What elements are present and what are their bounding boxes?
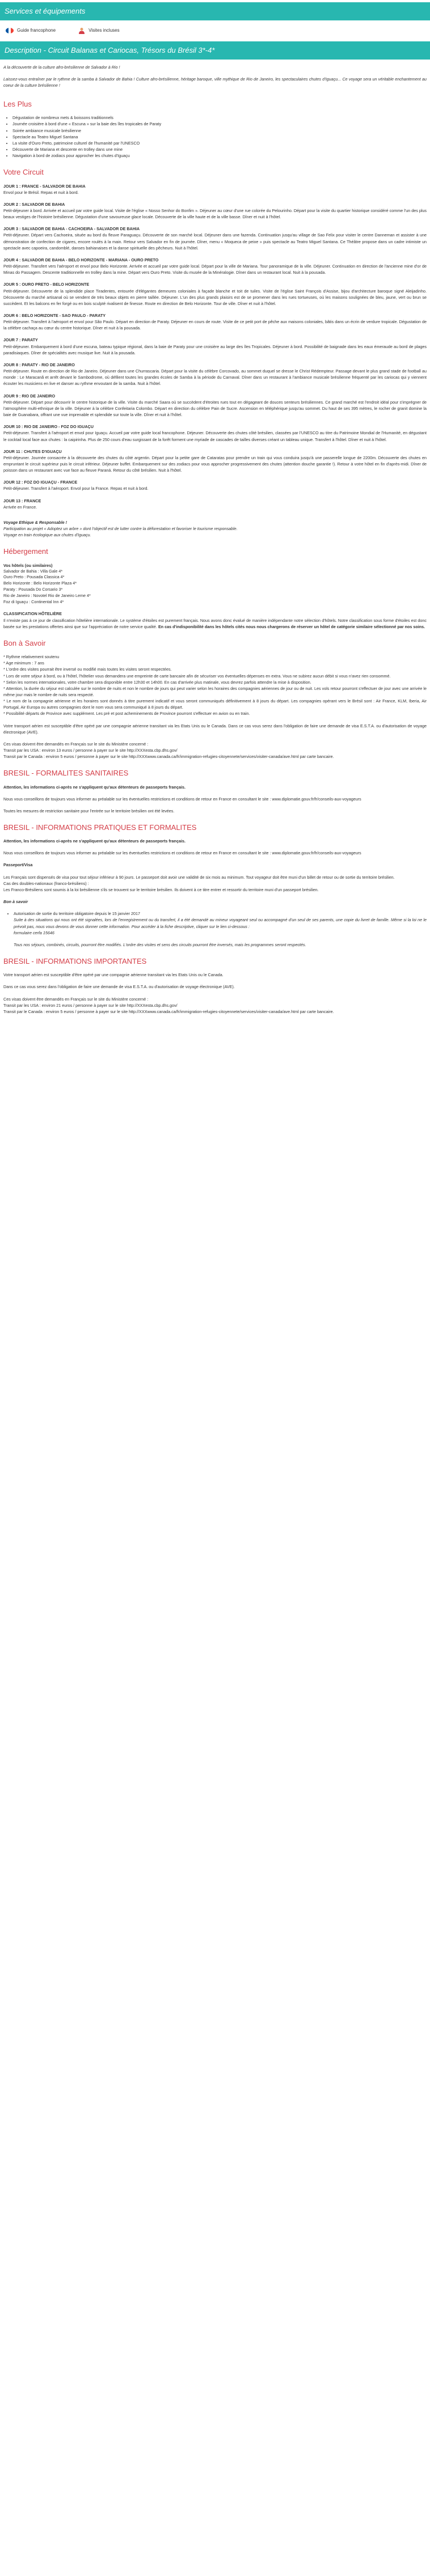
day-block [3,226,427,251]
formalites-attention: Attention, les informations ci-après ne s'appliquent qu'aux détenteurs de passeports français. [3,784,186,790]
list-item: * Le nom de la compagnie aérienne et les horaires sont donnés à titre purement indicatif et vous seront communiqués définitivement à 8 jours du départ. Les compagnies opérant vers le Brésil sont : Air France, KLM, Iberia, Air Portugal, Air Europa ou autres compagnies dont le nom vous sera communiqué à 8 jours du départ. [3,698,427,710]
person-icon [78,27,85,34]
classification-title: CLASSIFICATION HÔTELIÈRE [3,611,62,617]
importantes-p3: Ces visas doivent être demandés en Français sur le site du Ministère concerné : [3,996,149,1002]
classification-text [3,617,427,630]
formalites-p1: Nous vous conseillons de toujours vous informer au préalable sur les éventuelles restrictions et conditions de retour en France en consultant le site : www.diplomatie.gouv.fr/fr/conseils-aux-voyageurs [3,796,361,802]
main-content [0,62,430,1020]
pratiques-p1: Nous vous conseillons de toujours vous informer au préalable sur les éventuelles restrictions et conditions de retour en France en consultant le site : www.diplomatie.gouv.fr/fr/conseils-aux-voyageurs [3,850,361,856]
classification-bold: En cas d'indisponibilité dans les hôtels cités nous nous chargerons de réserver un hôtel de catégorie similaire sélectionné par nos soins. [158,624,425,629]
list-item: * Lors de votre séjour à bord, ou à l'hôtel, l'hôtelier vous demandera une empreinte de carte bancaire afin de sécuriser vos éventuelles dépenses en extra. Vous ne subirez aucun débit si vous n'avez rien consommé. [3,673,391,679]
day-block [3,498,427,510]
day-title: JOUR 11 : CHUTES D'IGUAÇU [3,448,62,454]
ext-detail: Suite à des situations qui nous ont été signalées, lors de l'enregistrement ou du transfert, il a été demandé au mineur voyageant seul ou accompagné d'un seul de ses parents, une copie du livret de famille. Même si la loi ne le prévoit pas, nous vous devons de vous donner cette information. Pour accéder à la fiche descriptive, cliquer sur le lien ci-dessous : [14,917,427,929]
day-text: Petit-déjeuner. Journée consacrée à la découverte des chutes du côté argentin. Départ pour la petite gare de Cataratas pour prendre un train qui vous conduira jusqu'à une passerelle longue de 2200m. Découverte des chutes en empruntant le circuit supérieur puis le circuit inférieur. Déjeuner buffet. Embarquement sur des zodiacs pour vous approcher progressivement des chutes (attention douche garantie !). Retour à votre hôtel en fin d'après-midi. Dîner de poisson dans un restaurant avec vue face au fleuve Paraná. Retour du côté brésilien. Nuit à l'hôtel. [3,455,427,473]
day-title: JOUR 13 : FRANCE [3,498,41,503]
services-row [0,23,430,39]
day-title: JOUR 12 : FOZ DO IGUAÇU - FRANCE [3,480,78,485]
ethical-text: Participation au projet « Adoptez un arbre » dont l'objectif est de lutter contre la déforestation et favoriser le tourisme responsable. [3,526,238,532]
list-item: Salvador de Bahia : Villa Gale 4* [3,568,63,574]
day-title: JOUR 5 : OURO PRETO - BELO HORIZONTE [3,282,90,287]
eta-info: Votre transport aérien est susceptible d'être opéré par une compagnie aérienne transitant via les Etats Unis ou le Canada. Dans ce cas vous serez dans l'obligation de faire une demande de visa E.S.T.A. ou d'autorisation de voyage électronique (AVE). [3,723,427,735]
service-visits [78,27,120,34]
ext-detail-2: Tous nos séjours, combinés, circuits, pourront être modifiés. L'ordre des visites et sens des circuits pourront être inversés, mais les programmes seront respectés. [14,942,306,947]
day-text: Envol pour le Brésil. Repas et nuit à bord. [3,189,79,195]
cerfa-link[interactable]: formulaire cerfa 15646 [14,930,54,935]
list-item: • Journée croisière à bord d'une « Escuna » sur la baie des îles tropicales de Paraty [12,121,427,127]
eta-text: Ces visas doivent être demandés en Français sur le site du Ministère concerné : [3,741,149,747]
list-item: Ouro Preto : Pousada Classica 4* [3,574,65,580]
bi-nationaux-title: Cas des doubles-nationaux (franco-brésiliens) : [3,880,89,886]
day-text: Petit-déjeuner. Route en direction de Rio de Janeiro. Déjeuner dans une Churrascaria. Départ pour la visite du célèbre Corcovado, au sommet duquel se dresse le Christ Rédempteur. Passage devant le plus grand stade de football au monde : Le Maracanã et arrêt devant le Sambodrome, où défilent toutes les grandes écoles de Samba à la période du Carnaval. Dîner dans un restaurant à l'ambiance musicale brésilienne fréquenté par les cariocas qui y viennent écouter les musiciens en live et danser au rythme envoutant de la samba. Nuit à l'hôtel. [3,368,427,387]
day-block [3,479,427,492]
service-visits-label: Visites incluses [88,28,120,33]
day-title: JOUR 6 : BELO HORIZONTE - SAO PAULO - PARATY [3,313,106,319]
list-item: * L'ordre des visites pourrait être inversé ou modifié mais toutes les visites seront respectées. [3,667,172,672]
description-intro: Laissez-vous entraîner par le rythme de la samba à Salvador de Bahia ! Culture afro-brésilienne, héritage baroque, ville mythique de Rio de Janeiro, les spectaculaires chutes d'Iguaçu... Ce voyage sera un véritable enchantement au coeur de la culture brésilienne ! [3,76,427,88]
description-banner: Description - Circuit Balanas et Cariocas, Trésors du Brésil 3*-4* [0,41,430,60]
importantes-p1: Votre transport aérien est susceptible d'être opéré par une compagnie aérienne transitant via les Etats Unis ou le Canada. [3,972,224,978]
day-block [3,448,427,474]
ext-list [14,910,427,917]
list-item: * Attention, la durée du séjour est calculée sur le nombre de nuits et non le nombre de jours qui peut varier selon les horaires des compagnies aériennes de jour ou de nuit. Les vols retour pourront s'effectuer de jour avec une arrivée le même jour mais le nombre de nuits sera respecté. [3,685,427,698]
plus-list [12,115,427,159]
list-item: * Age minimum : 7 ans [3,660,44,666]
day-text: Arrivée en France. [3,504,37,510]
day-block [3,183,427,196]
pratiques-heading: BRESIL - INFORMATIONS PRATIQUES ET FORMALITES [3,823,197,832]
list-item: • Soirée ambiance musicale brésilienne [12,128,427,134]
day-title: JOUR 3 : SALVADOR DE BAHIA - CACHOEIRA - SALVADOR DE BAHIA [3,226,140,232]
eta-canada: Transit par le Canada : environ 5 euros / personne à payer sur le site http://XXXwww.canada.ca/fr/immigration-refugies-citoyennete/services/visiter-canada/ave.html par carte bancaire. [3,754,334,760]
service-guide [6,27,56,34]
list-item: • Dégustation de nombreux mets & boissons traditionnels [12,115,427,121]
bon-savoir-heading: Bon à Savoir [3,638,46,647]
importantes-p5: Transit par le Canada : environ 5 euros / personne à payer sur le site http://XXXwww.canada.ca/fr/immigration-refugies-citoyennete/services/visiter-canada/ave.html par carte bancaire. [3,1009,334,1014]
day-block [3,201,427,220]
formalites-p2: Toutes les mesures de restriction sanitaire pour l'entrée sur le territoire brésilien ont été levées. [3,808,175,814]
description-tagline: A la découverte de la culture afro-brésilienne de Salvador à Rio ! [3,64,120,70]
day-text: Petit-déjeuner à bord. Arrivée et accueil par votre guide local. Visite de l'église « Nosso Senhor do Bonfim ». Déjeuner au cœur d'une rue colorée du Pelourinho. Départ pour la visite du quartier historique considéré comme l'un des plus beaux vestiges de l'histoire brésilienne. Dégustation d'une savoureuse glace locale. Découverte de la ville haute et de la ville basse. Dîner et nuit à l'hôtel. [3,207,427,220]
day-title: JOUR 2 : SALVADOR DE BAHIA [3,201,65,207]
pratiques-bon-savoir: Bon à savoir [3,899,28,905]
importantes-p2: Dans ce cas vous serez dans l'obligation de faire une demande de visa E.S.T.A. ou d'autorisation de voyage électronique (AVE). [3,984,235,990]
services-banner: Services et équipements [0,2,430,20]
list-item: • Navigation à bord de zodiacs pour approcher les chutes d'Iguaçu [12,152,427,159]
passport-title: Passeport/Visa [3,862,33,868]
list-item: • Découverte de Mariana et descente en trolley dans une mine [12,146,427,152]
day-block [3,362,427,387]
formalites-heading: BRESIL - FORMALITES SANITAIRES [3,769,129,778]
list-item: * Selon les normes internationales, votre chambre sera disponible entre 12h30 et 14h00. En cas d'arrivée plus matinale, vous devrez parfois attendre la mise à disposition. [3,679,311,685]
service-guide-label: Guide francophone [17,28,56,33]
list-item: • Autorisation de sortie du territoire obligatoire depuis le 15 janvier 2017 [14,910,427,917]
ethical-title: Voyage Ethique & Responsable ! [3,519,67,525]
day-text: Petit-déjeuner. Départ pour découvrir le centre historique de la ville. Visite du marché Saara où se succèdent d'étroites rues tout en dégageant de douces senteurs brésiliennes. Ce grand marché est l'endroit idéal pour s'imprégner de l'atmosphère multi-ethnique de la ville. Déjeuner à la célèbre Confeitaria Colombo. Départ en direction du célèbre Pain de Sucre. Ascension en téléphérique jusqu'au sommet. Du haut de ses 395 mètres, le rocher de granit domine la baie de Guanabara, offrant une vue imprenable et splendide sur toute la ville. Dîner et nuit à l'hôtel. [3,399,427,418]
french-flag-icon [6,28,14,33]
importantes-heading: BRESIL - INFORMATIONS IMPORTANTES [3,957,147,966]
list-item: Foz di Iguaçu : Continental Inn 4* [3,599,64,604]
list-item: • Spectacle au Teatro Miguel Santana [12,134,427,140]
list-item: Rio de Janeiro : Novotel Rio de Janeiro Leme 4* [3,592,91,598]
hotel-list [3,569,427,605]
bi-nationaux-text: Les Franco-Brésiliens sont soumis à la loi brésilienne s'ils se trouvent sur le territoire brésilien. Ils doivent à ce titre entrer et ressortir du territoire muni d'un passeport brésilien. [3,887,319,892]
hebergement-heading: Hébergement [3,547,48,556]
list-item: Paraty : Pousada Do Corsario 3* [3,587,63,592]
list-item: Belo Horizonte : Belo Horizonte Plaza 4* [3,581,77,586]
day-block [3,312,427,331]
hotels-subtitle: Vos hôtels (ou similaires) [3,562,53,568]
day-block [3,281,427,307]
circuit-days [3,183,427,510]
day-block [3,337,427,355]
day-text: Petit-déjeuner. Découverte de la splendide place Tiradentes, entourée d'élégantes demeures coloniales à façade blanche et toit de tuiles. Visite de l'église Saint François d'Assise, bijou d'architecture baroque signé Aleijadinho. Découverte du marché artisanal où se vendent de très beaux objets en pierre taillée. Déjeuner. L'un des plus grands plaisirs est de se promener dans les rues tortueuses, où les maisons soulignées de bleu, jaune, vert ou brun se succèdent. Et les balcons en fer forgé ou en bois sculpté rivalisent de finesse. Route en direction de Belo Horizonte. Tour de ville. Dîner et nuit à l'hôtel. [3,288,427,306]
importantes-p4: Transit par les USA : environ 21 euros / personne à payer sur le site http://XXXesta.cbp.dhs.gov/ [3,1002,178,1008]
day-title: JOUR 7 : PARATY [3,337,38,343]
day-block [3,423,427,442]
day-block [3,393,427,418]
bon-savoir-list [3,654,427,717]
classification-body: Il n'existe pas à ce jour de classification hôtelière internationale. Le système d'étoiles est purement français. Nous avons donc évalué de manière indépendante notre sélection d'hôtels. Notre classification sous forme d'étoiles est donc basée sur les prestations offertes ainsi que sur l'appréciation de notre service qualité. [3,617,427,629]
day-text: Petit-déjeuner. Transfert à l'aéroport. Envol pour la France. Repas et nuit à bord. [3,486,149,492]
day-block [3,257,427,276]
day-text: Petit-déjeuner. Transfert à l'aéroport et envol pour São Paulo. Départ en direction de Paraty. Déjeuner en cours de route. Visite de ce petit port de pêche aux maisons coloniales, bâtis dans un écrin de verdure tropicale. Dégustation de la célèbre cachaça au cœur du centre historique. Dîner et nuit à la pousada. [3,319,427,331]
day-text: Petit-déjeuner. Embarquement à bord d'une escuna, bateau typique régional, dans la baie de Paraty pour une croisière au large des îles Tropicales. Déjeuner à bord. Possibilité de baignade dans les eaux émeraude au bord de plages paradisiaques. Dîner de spécialités avec musique live. Nuit à la pousada. [3,344,427,355]
day-text: Petit-déjeuner. Transfert vers l'aéroport et envol pour Belo Horizonte. Arrivée et accueil par votre guide local. Départ pour la ville de Mariana. Tour panoramique de la ville. Déjeuner. Continuation en direction de l'ancienne mine d'or de Minas do Passagem. Descente traditionnelle en trolley dans la mine. Départ vers Ouro Preto. Visite du musée de la Minéralogie. Dîner dans un restaurant local. Nuit à la pousada. [3,264,427,276]
day-title: JOUR 4 : SALVADOR DE BAHIA - BELO HORIZONTE - MARIANA - OURO PRETO [3,257,159,262]
day-title: JOUR 9 : RIO DE JANEIRO [3,393,56,399]
plus-heading: Les Plus [3,100,32,109]
passport-text: Les Français sont dispensés de visa pour tout séjour inférieur à 90 jours. Le passeport doit avoir une validité de six mois au minimum. Tout voyageur doit être muni d'un billet de retour ou de sortie du territoire brésilien. [3,874,395,880]
pratiques-attention: Attention, les informations ci-après ne s'appliquent qu'aux détenteurs de passeports français. [3,838,186,844]
day-title: JOUR 8 : PARATY - RIO DE JANEIRO [3,362,75,367]
day-text: Petit-déjeuner. Départ vers Cachoeira, située au bord du fleuve Paraguaçu. Découverte de son marché local. Déjeuner dans une fazenda. Continuation jusqu'au village de Sao Felix pour visiter le centre Danneman et assister à une démonstration de confection de cigares, encore roulés à la main. Retour vers Salvador en fin de journée. Dîner, menu « Moqueca de peixe » puis spectacle au Teatro Miguel Santana. Ce Théâtre propose dans un cadre intimiste un spectacle avec capoeira, candomblé, danses bahianaises et la danse spirituelle des pêcheurs. Nuit à l'hôtel. [3,232,427,251]
eta-usa: Transit par les USA : environ 13 euros / personne à payer sur le site http://XXXesta.cbp.dhs.gov/ [3,748,178,753]
list-item: • La visite d'Ouro Preto, patrimoine culturel de l'humanité par l'UNESCO [12,140,427,146]
day-text: Petit-déjeuner. Transfert à l'aéroport et envol pour Iguaçu. Accueil par votre guide local francophone. Déjeuner. Découverte des chutes côté brésilien, classées par l'UNESCO au titre du Patrimoine Mondial de l'Humanité, en dégustant le cocktail local face aux chutes : la caipirinha. Plus de 250 cours d'eau surgissant de la forêt forment une myriade de cascades de tailles diverses créant un tableau unique. Transfert à l'hôtel. Dîner et nuit à l'hôtel. [3,430,427,442]
day-title: JOUR 1 : FRANCE - SALVADOR DE BAHIA [3,183,86,189]
list-item: * Rythme relativement soutenu [3,654,60,660]
day-title: JOUR 10 : RIO DE JANEIRO - FOZ DO IGUAÇU [3,424,94,430]
circuit-heading: Votre Circuit [3,168,44,177]
ethical-text-2: Voyage en train écologique aux chutes d'Iguaçu. [3,532,91,538]
list-item: * Possibilité départs de Province avec supplément. Les pré et post acheminements de Province pourront s'effectuer en avion ou en train. [3,711,250,717]
